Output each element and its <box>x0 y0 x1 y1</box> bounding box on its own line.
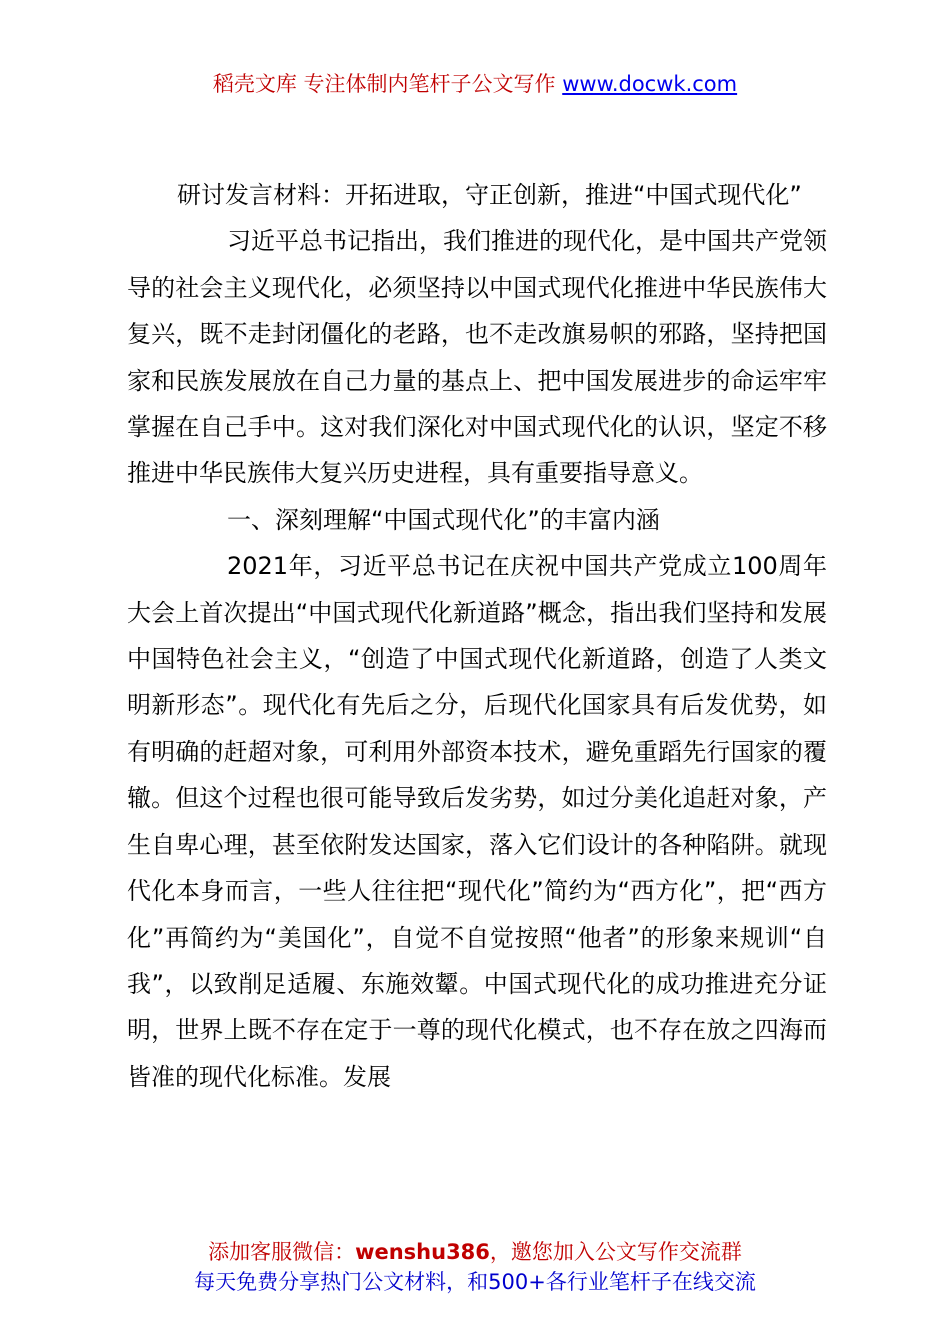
wechat-id: wenshu386 <box>355 1240 490 1264</box>
section-heading: 一、深刻理解“中国式现代化”的丰富内涵 <box>227 505 660 534</box>
footer-promo-line: 每天免费分享热门公文材料，和500+各行业笔杆子在线交流 <box>194 1270 756 1294</box>
site-header <box>0 68 950 100</box>
paragraph: 2021年，习近平总书记在庆祝中国共产党成立100周年大会上首次提出“中国式现代化新道路”概念，指出我们坚持和发展中国特色社会主义，“创造了中国式现代化新道路，创造了人类文明新形态”。现代化有先后之分，后现代化国家具有后发优势，如有明确的赶超对象，可利用外部资本技术，避免重蹈先行国家的覆辙。但这个过程也很可能导致后发劣势，如过分美化追赶对象，产生自卑心理，甚至依附发达国家，落入它们设计的各种陷阱。就现代化本身而言，一些人往往把“现代化”简约为“西方化”，把“西方化”再简约为“美国化”，自觉不自觉按照“他者”的形象来规训“自我”，以致削足适履、东施效颦。中国式现代化的成功推进充分证明，世界上既不存在定于一尊的现代化模式，也不存在放之四海而皆准的现代化标准。发展 <box>127 552 827 1091</box>
site-footer <box>0 1237 950 1297</box>
footer-contact-line <box>0 1237 950 1267</box>
document-title: 研讨发言材料：开拓进取，守正创新，推进“中国式现代化” <box>177 181 802 209</box>
document-body <box>127 172 827 1100</box>
header-url-link[interactable]: www.docwk.com <box>562 72 738 96</box>
header-brand-text: 稻壳文库 专注体制内笔杆子公文写作 <box>212 72 563 96</box>
footer-contact-prefix: 添加客服微信： <box>208 1240 356 1264</box>
paragraph: 习近平总书记指出，我们推进的现代化，是中国共产党领导的社会主义现代化，必须坚持以中国式现代化推进中华民族伟大复兴，既不走封闭僵化的老路，也不走改旗易帜的邪路，坚持把国家和民族发展放在自己力量的基点上、把中国发展进步的命运牢牢掌握在自己手中。这对我们深化对中国式现代化的认识，坚定不移推进中华民族伟大复兴历史进程，具有重要指导意义。 <box>127 227 827 488</box>
footer-contact-suffix: ，邀您加入公文写作交流群 <box>489 1240 742 1264</box>
